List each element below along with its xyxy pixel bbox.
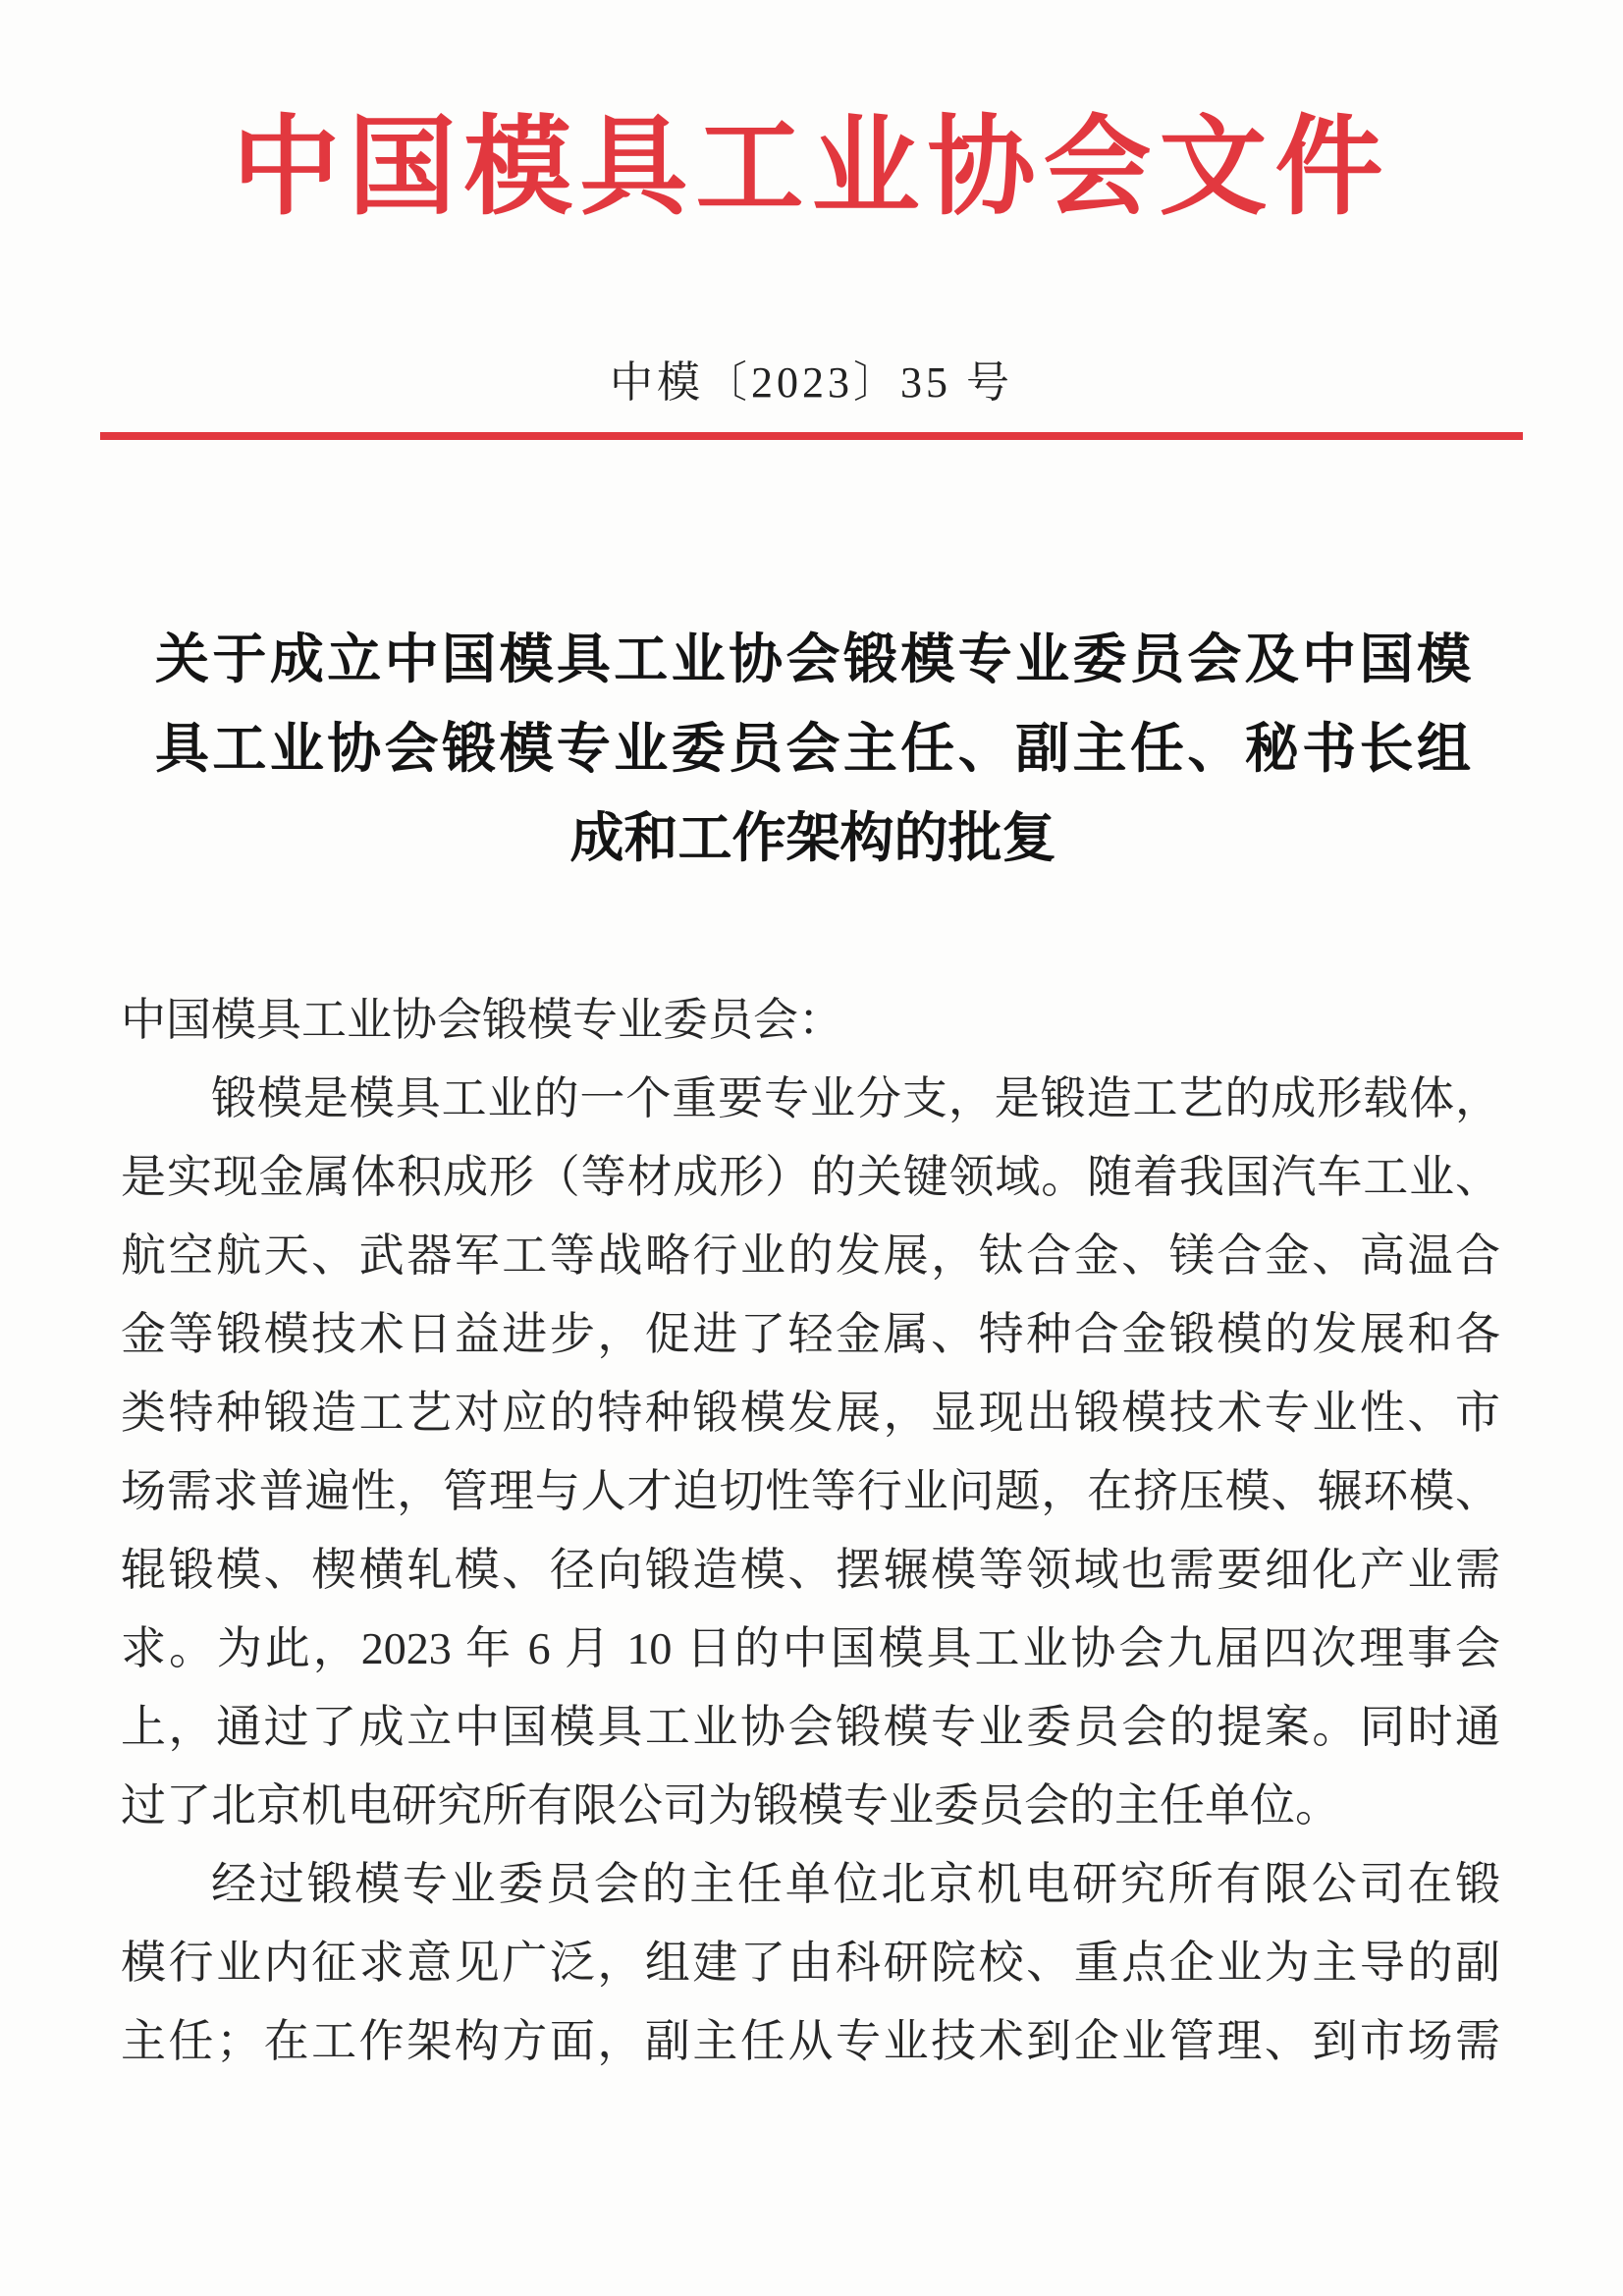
document-body bbox=[121, 981, 1500, 2081]
document-title-line: 关于成立中国模具工业协会锻模专业委员会及中国模 bbox=[155, 629, 1471, 689]
body-line: 金等锻模技术日益进步，促进了轻金属、特种合金锻模的发展和各 bbox=[121, 1309, 1500, 1359]
body-line: 过了北京机电研究所有限公司为锻模专业委员会的主任单位。 bbox=[121, 1780, 1340, 1831]
header-divider-line bbox=[100, 432, 1523, 440]
paragraph bbox=[121, 1060, 1500, 1845]
body-line: 航空航天、武器军工等战略行业的发展，钛合金、镁合金、高温合 bbox=[121, 1230, 1500, 1281]
body-line: 类特种锻造工艺对应的特种锻模发展，显现出锻模技术专业性、市 bbox=[121, 1388, 1500, 1438]
body-line: 辊锻模、楔横轧模、径向锻造模、摆辗模等领域也需要细化产业需 bbox=[121, 1545, 1500, 1595]
document-title-line: 成和工作架构的批复 bbox=[569, 807, 1056, 868]
body-line: 上，通过了成立中国模具工业协会锻模专业委员会的提案。同时通 bbox=[121, 1702, 1500, 1752]
body-line: 锻模是模具工业的一个重要专业分支，是锻造工艺的成形载体， bbox=[211, 1073, 1500, 1123]
document-number: 中模〔2023〕35 号 bbox=[610, 358, 1013, 407]
body-line: 主任；在工作架构方面，副主任从专业技术到企业管理、到市场需 bbox=[121, 2016, 1500, 2066]
salutation: 中国模具工业协会锻模专业委员会： bbox=[121, 995, 843, 1045]
paragraph bbox=[121, 1845, 1500, 2081]
body-line: 求。为此，2023 年 6 月 10 日的中国模具工业协会九届四次理事会 bbox=[121, 1623, 1500, 1673]
body-line: 经过锻模专业委员会的主任单位北京机电研究所有限公司在锻 bbox=[211, 1859, 1500, 1909]
body-line: 是实现金属体积成形（等材成形）的关键领域。随着我国汽车工业、 bbox=[121, 1152, 1500, 1202]
document-title bbox=[155, 615, 1471, 883]
document-title-line: 具工业协会锻模专业委员会主任、副主任、秘书长组 bbox=[155, 718, 1471, 779]
body-line: 模行业内征求意见广泛，组建了由科研院校、重点企业为主导的副 bbox=[121, 1938, 1500, 1988]
body-line: 场需求普遍性，管理与人才迫切性等行业问题，在挤压模、辗环模、 bbox=[121, 1466, 1500, 1516]
document-header-title: 中国模具工业协会文件 bbox=[232, 108, 1391, 228]
paragraphs bbox=[121, 1060, 1500, 2081]
